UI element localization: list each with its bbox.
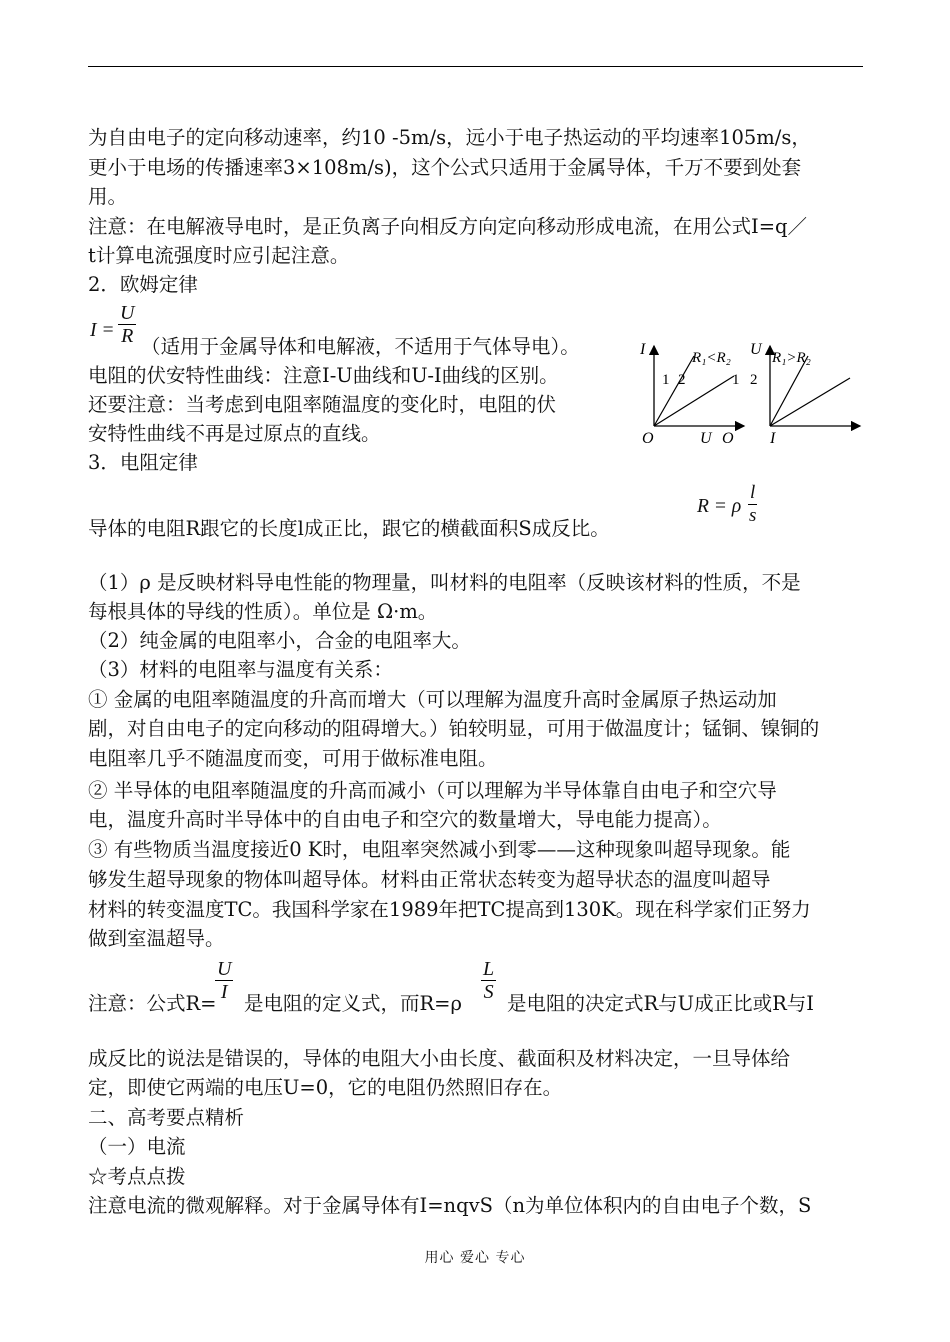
y-axis-label: I	[640, 341, 646, 358]
text-line: 为自由电子的定向移动速率，约10 -5m/s，远小于电子热运动的平均速率105m/s，	[88, 126, 811, 149]
text-line: 电阻率几乎不随温度而变，可用于做标准电阻。	[88, 747, 498, 770]
x-axis-label: I	[770, 430, 776, 447]
note-part3: 是电阻的决定式R与U成正比或R与I	[507, 992, 815, 1015]
text-line: 更小于电场的传播速率3×108m/s)，这个公式只适用于金属导体，千万不要到处套	[88, 156, 802, 179]
header-rule	[88, 66, 863, 67]
determinant-fraction	[481, 958, 496, 1003]
section-heading: 二、高考要点精析	[88, 1106, 245, 1129]
text-line: t计算电流强度时应引起注意。	[88, 244, 350, 267]
text-line: ① 金属的电阻率随温度的升高而增大（可以理解为温度升高时金属原子热运动加	[88, 688, 777, 711]
text-line: （2）纯金属的电阻率小，合金的电阻率大。	[88, 629, 471, 652]
text-line: （3）材料的电阻率与温度有关系：	[88, 658, 393, 681]
line-label: 1	[662, 372, 670, 388]
line-label: 2	[750, 372, 758, 388]
text-line: ② 半导体的电阻率随温度的升高而减小（可以理解为半导体靠自由电子和空穴导	[88, 779, 777, 802]
text-line: 够发生超导现象的物体叫超导体。材料由正常状态转变为超导状态的温度叫超导	[88, 868, 771, 891]
relation-label: R₁>R₂	[772, 350, 811, 366]
ohm-note: （适用于金属导体和电解液，不适用于气体导电）。	[141, 335, 580, 358]
section-heading: 3．电阻定律	[88, 451, 198, 474]
text-line: 每根具体的导线的性质）。单位是 Ω·m。	[88, 600, 438, 623]
relation-label: R₁<R₂	[692, 350, 731, 366]
text-line: 还要注意：当考虑到电阻率随温度的变化时，电阻的伏	[88, 393, 557, 416]
fraction-denominator: s	[748, 505, 757, 526]
fraction-numerator: l	[750, 482, 756, 503]
subsection-heading: （一）电流	[88, 1135, 186, 1158]
text-line: 用。	[88, 185, 128, 208]
origin-label: O	[722, 430, 734, 447]
fraction-numerator: U	[120, 302, 135, 324]
text-line: 定，即使它两端的电压U=0，它的电阻仍然照旧存在。	[88, 1076, 563, 1099]
note-part1: 注意：公式R=	[88, 992, 217, 1015]
fraction-denominator: S	[483, 981, 494, 1003]
text-line: 导体的电阻R跟它的长度l成正比，跟它的横截面积S成反比。	[88, 517, 610, 540]
ohm-formula-lhs: I =	[90, 320, 115, 341]
resistance-formula-lhs: R = ρ	[697, 496, 742, 517]
text-line: 注意电流的微观解释。对于金属导体有I=nqvS（n为单位体积内的自由电子个数，S	[88, 1194, 812, 1217]
y-axis-label: U	[750, 341, 762, 358]
subsection-heading: ☆考点点拨	[88, 1165, 186, 1188]
line-label: 1	[732, 372, 740, 388]
x-axis-label: U	[700, 430, 712, 447]
text-line: 材料的转变温度TC。我国科学家在1989年把TC提高到130K。现在科学家们正努力	[88, 898, 811, 921]
fraction-numerator: L	[483, 958, 495, 980]
definition-fraction	[215, 958, 233, 1003]
text-line: 做到室温超导。	[88, 927, 225, 950]
section-heading: 2．欧姆定律	[88, 273, 198, 296]
note-part2: 是电阻的定义式，而R=ρ	[244, 992, 462, 1015]
text-line: 注意：在电解液导电时，是正负离子向相反方向定向移动形成电流，在用公式I=q／	[88, 215, 808, 238]
origin-label: O	[642, 430, 654, 447]
text-line: 安特性曲线不再是过原点的直线。	[88, 422, 381, 445]
fraction-numerator: U	[217, 958, 232, 980]
page-footer: 用心 爱心 专心	[424, 1250, 526, 1266]
graph-right	[722, 341, 860, 447]
text-line: ③ 有些物质当温度接近0 K时，电阻率突然减小到零——这种现象叫超导现象。能	[88, 838, 791, 861]
ohm-fraction	[118, 302, 136, 347]
text-line: （1）ρ 是反映材料导电性能的物理量，叫材料的电阻率（反映该材料的性质，不是	[88, 571, 801, 594]
fraction-denominator: I	[220, 981, 228, 1003]
iv-characteristic-graphs	[636, 336, 866, 448]
text-line: 剧，对自由电子的定向移动的阻碍增大。）铂较明显，可用于做温度计；锰铜、镍铜的	[88, 717, 820, 740]
text-line: 电，温度升高时半导体中的自由电子和空穴的数量增大，导电能力提高）。	[88, 808, 722, 831]
resistance-fraction	[748, 482, 757, 527]
text-line: 成反比的说法是错误的，导体的电阻大小由长度、截面积及材料决定，一旦导体给	[88, 1047, 791, 1070]
fraction-denominator: R	[121, 325, 134, 347]
text-line: 电阻的伏安特性曲线：注意I-U曲线和U-I曲线的区别。	[88, 364, 559, 387]
line-label: 2	[678, 372, 686, 388]
